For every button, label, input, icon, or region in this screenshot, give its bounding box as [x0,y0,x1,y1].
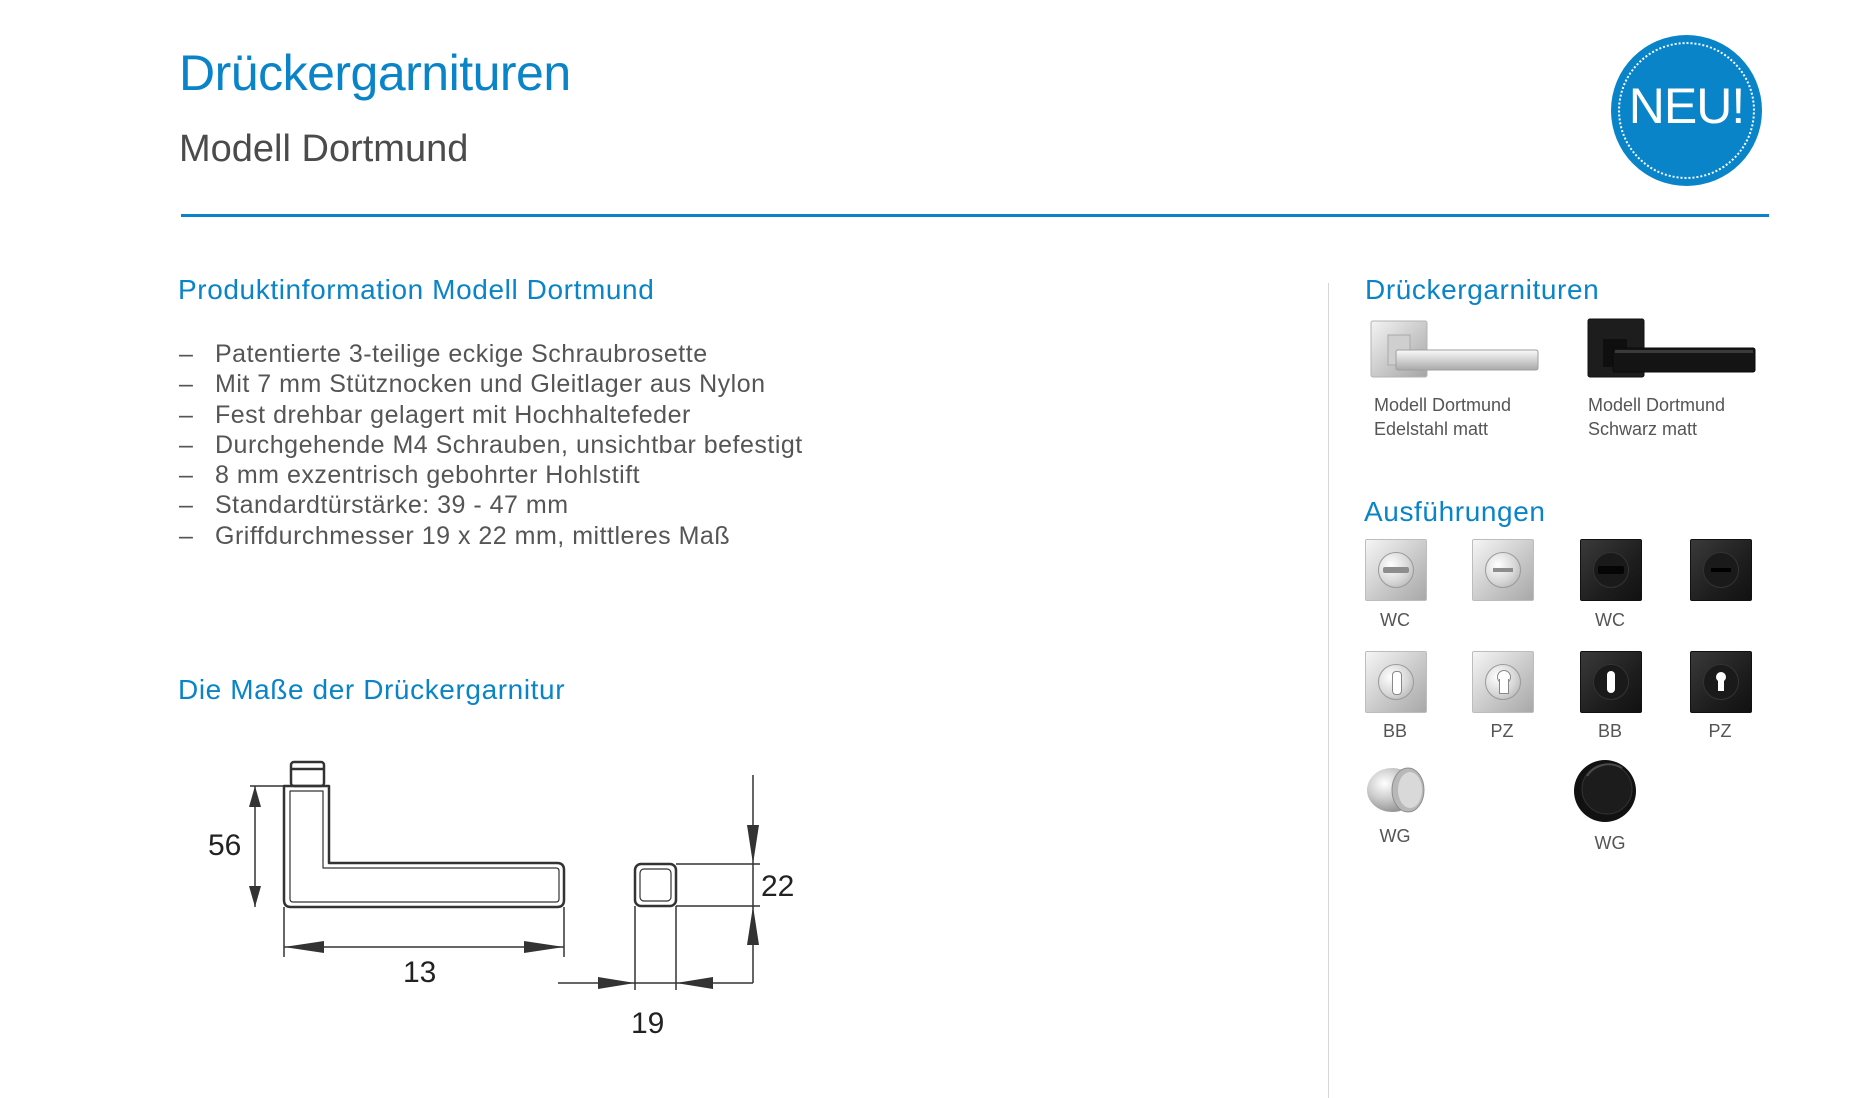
steel-lever-shape [1396,350,1538,370]
feature-list [179,339,803,551]
arrow-head [747,825,759,864]
wc-turn-bar [1598,566,1624,574]
wc-turn-bar [1383,567,1409,573]
arrow-head [249,886,261,907]
feature-item: – 8 mm exzentrisch gebohrter Hohlstift [179,461,641,490]
variant-label: PZ [1708,721,1732,741]
variant-pz-steel [1472,651,1534,713]
variant-wg-steel [1364,763,1428,817]
bullet-dash: – [179,340,194,368]
handle-image-black [1587,317,1757,383]
bullet-dash: – [179,400,194,429]
variant-bb-black [1580,651,1642,713]
length-label: 13 [403,956,437,989]
bullet-dash: – [179,461,194,490]
variant-pz-black [1690,651,1752,713]
cross-section-inner [640,869,671,901]
new-badge [1611,35,1762,186]
variant-label: BB [1597,721,1622,741]
page-subtitle: Modell Dortmund [179,128,469,170]
feature-item: – Standardtürstärke: 39 - 47 mm [179,491,569,520]
variant-wc-steel [1365,539,1427,601]
badge-text: NEU! [1628,78,1745,134]
handle-caption-black: Modell Dortmund Schwarz matt [1588,395,1726,439]
column-divider [1328,283,1329,1098]
wg-knob-highlight [1398,772,1422,808]
depth-label: 22 [761,870,795,903]
feature-item: – Durchgehende M4 Schrauben, unsichtbar befestigt [179,430,803,459]
lever-outline-shape [284,786,564,907]
arrow-head [284,941,324,953]
variant-wc-indicator-black [1690,539,1752,601]
variant-label: PZ [1490,721,1514,741]
dimensions-heading: Die Maße der Drückergarnitur [178,674,566,705]
handles-heading: Drückergarnituren [1365,274,1600,305]
variant-label: WC [1380,610,1410,630]
bb-slot [1392,671,1402,695]
feature-item: – Mit 7 mm Stütznocken und Gleitlager aus Nylon [179,370,766,399]
product-info-heading: Produktinformation Modell Dortmund [178,274,655,305]
page-title: Drückergarnituren [179,45,571,101]
spindle-cap-shape [291,762,324,786]
feature-item: – Patentierte 3-teilige eckige Schraubrosette [179,340,708,368]
bullet-dash: – [179,521,194,550]
arrow-head [747,906,759,945]
black-lever-highlight [1615,350,1753,353]
variant-wc-indicator-steel [1472,539,1534,601]
handle-image-steel [1370,317,1540,383]
dimension-drawing [200,755,820,1050]
indicator-slot [1711,568,1731,572]
pz-cylinder-bottom [1499,679,1509,694]
header-divider [181,214,1769,217]
bb-slot [1607,671,1615,693]
variants-heading: Ausführungen [1364,496,1546,527]
bullet-dash: – [179,430,194,459]
variant-label: WG [1379,826,1411,846]
bullet-dash: – [179,370,194,399]
variant-label: WG [1594,833,1626,853]
variant-bb-steel [1365,651,1427,713]
indicator-slot [1493,568,1513,572]
handle-caption-steel: Modell Dortmund Edelstahl matt [1374,395,1512,439]
variant-label: WC [1595,610,1625,630]
lever-inner-shape [290,791,559,902]
pz-cylinder-bottom [1718,679,1724,691]
height-label: 56 [208,829,242,862]
arrow-head [598,977,635,989]
variant-wg-black [1572,758,1640,824]
width-label: 19 [631,1007,665,1040]
bullet-dash: – [179,491,194,520]
variant-wc-black [1580,539,1642,601]
arrow-head [676,977,713,989]
variant-label: BB [1382,721,1407,741]
arrow-head [249,786,261,807]
feature-item: – Fest drehbar gelagert mit Hochhaltefeder [179,400,691,429]
arrow-head [524,941,564,953]
feature-item: – Griffdurchmesser 19 x 22 mm, mittleres Maß [179,521,731,550]
